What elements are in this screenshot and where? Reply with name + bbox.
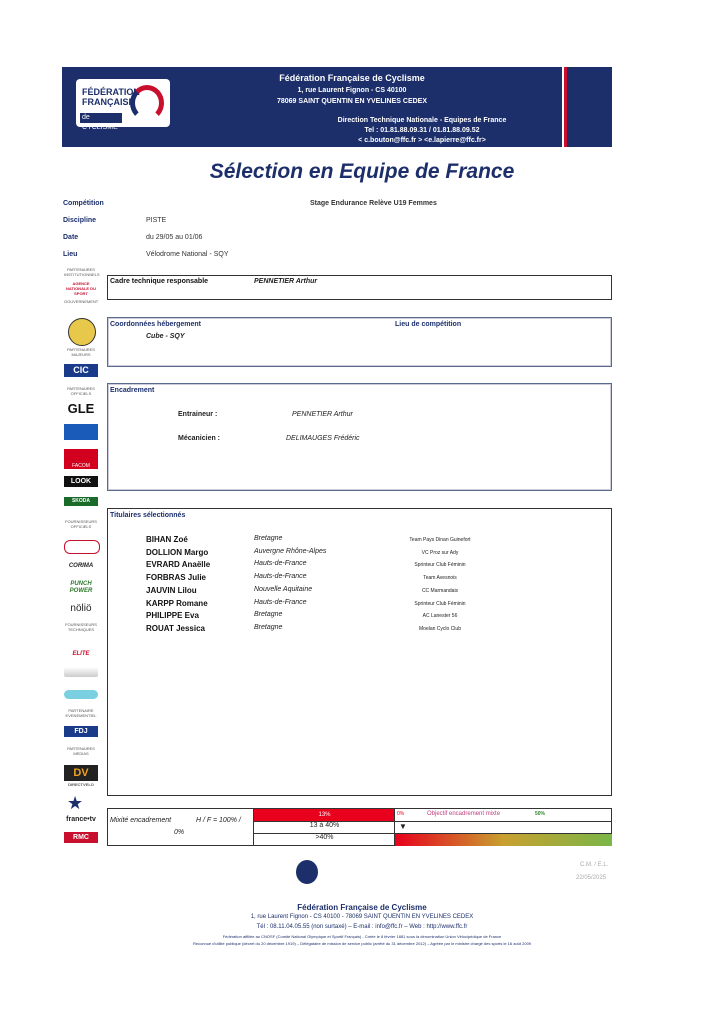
athlete-club: VC Proz sur Ady	[421, 549, 459, 556]
sponsor-direct-velo: DIRECTVELO	[68, 782, 94, 787]
competition-value: Stage Endurance Relève U19 Femmes	[310, 200, 437, 207]
athlete-name: ROUAT Jessica	[146, 623, 205, 633]
sponsor-fournisseurs-techniques-label: FOURNISSEURS TECHNIQUES	[65, 622, 97, 632]
header-org-name: Fédération Française de Cyclisme	[279, 73, 425, 83]
encadrement-label: Encadrement	[110, 387, 155, 394]
header-direction: Direction Technique Nationale - Equipes de France	[337, 117, 507, 124]
athlete-region: Bretagne	[254, 623, 283, 631]
lieu-value: Vélodrome National - SQY	[146, 251, 229, 258]
sponsor-rmc: RMC	[64, 832, 98, 843]
logo-band: de CYCLISME	[80, 113, 122, 123]
lieu-label: Lieu	[63, 251, 78, 258]
scale-end: 50%	[535, 811, 546, 817]
discipline-value: PISTE	[146, 217, 167, 224]
sponsor-france-tv: france•tv	[66, 816, 96, 823]
mixite-top-value: 13%	[318, 812, 331, 818]
scale-start: 0%	[397, 811, 405, 817]
rooster-logo-icon	[296, 860, 318, 884]
sponsor-evenementiel-label: PARTENAIRE EVENEMENTIEL	[65, 708, 97, 718]
footer-address: 1, rue Laurent Fignon - CS 40100 - 78069 SAINT QUENTIN EN YVELINES CEDEX	[250, 914, 474, 920]
encadrement-box	[107, 383, 612, 491]
entraineur-label: Entraineur :	[178, 411, 218, 418]
date-value: du 29/05 au 01/06	[146, 234, 203, 241]
objective-label: Objectif encadrement mixte	[427, 811, 501, 817]
sponsor-dv: DV	[64, 765, 98, 781]
athlete-name: EVRARD Anaëlle	[146, 560, 211, 570]
mixite-gradient-bar	[394, 833, 612, 846]
lieu-competition-label: Lieu de compétition	[395, 321, 462, 328]
sponsor-gouvernement: GOUVERNEMENT	[64, 299, 99, 304]
athlete-name: BIHAN Zoé	[146, 535, 188, 544]
athlete-region: Hauts-de-France	[254, 560, 307, 568]
athlete-name: JAUVIN Lilou	[146, 585, 197, 595]
wheel-icon	[130, 85, 164, 121]
athlete-name: KARPP Romane	[146, 598, 208, 608]
competition-label: Compétition	[63, 200, 104, 207]
sponsor-fournisseurs-officiels-label: FOURNISSEURS OFFICIELS	[65, 519, 97, 529]
sponsor-cic: CIC	[64, 364, 98, 377]
star-logo-icon: ★	[67, 793, 84, 813]
hebergement-value: Cube - SQY	[146, 333, 185, 340]
athlete-region: Nouvelle Aquitaine	[254, 585, 313, 593]
mixite-mid-value: 13 à 40%	[253, 821, 395, 834]
cadre-box	[107, 275, 612, 300]
date-label: Date	[63, 234, 79, 241]
mixite-label: Mixité encadrement	[110, 817, 172, 824]
ffc-logo	[76, 79, 170, 131]
mixite-ratio-f: 0%	[174, 829, 185, 836]
letterhead-banner	[62, 67, 612, 147]
sponsor-look: LOOK	[64, 476, 98, 487]
footer-contact: Tél : 08.11.04.05.55 (non surtaxé) – E-mail : info@ffc.fr – Web : http://www.ffc.fr	[256, 924, 468, 930]
header-address-2: 78069 SAINT QUENTIN EN YVELINES CEDEX	[276, 98, 428, 105]
sponsor-skoda: SKODA	[64, 497, 98, 506]
sponsor-blue-logo	[64, 424, 98, 440]
athlete-name: FORBRAS Julie	[146, 573, 207, 583]
athlete-club: CC Marmandais	[421, 587, 459, 594]
entraineur-value: PENNETIER Arthur	[292, 411, 353, 418]
mixite-scale	[394, 809, 612, 821]
sponsor-fdj: FDJ	[64, 726, 98, 737]
mixite-red-bar	[253, 809, 395, 821]
mecanicien-label: Mécanicien :	[178, 435, 221, 442]
footer-org-name: Fédération Française de Cyclisme	[297, 903, 427, 912]
hebergement-box	[107, 317, 612, 367]
sponsor-elite: ELITE	[72, 651, 90, 657]
mixite-marker: ▼	[399, 822, 407, 831]
header-address-1: 1, rue Laurent Fignon - CS 40100	[297, 87, 407, 94]
mixite-ratio: H / F = 100% /	[196, 817, 241, 824]
sponsor-medias-label: PARTENAIRES MEDIAS	[67, 746, 95, 756]
mecanicien-value: DELIMAUGES Frédéric	[286, 435, 360, 442]
flag-stripe-red	[564, 67, 567, 147]
sponsor-wave-logo	[64, 690, 98, 699]
athlete-region: Hauts-de-France	[254, 573, 307, 581]
logo-line-2: FRANÇAISE	[82, 97, 135, 107]
logo-line-1: FÉDÉRATION	[82, 87, 140, 97]
sponsor-institutionnels-label: PARTENAIRES INSTITUTIONNELS	[64, 267, 100, 277]
cnosf-logo	[68, 318, 96, 346]
athlete-club: Sprinteur Club Féminin	[414, 562, 466, 569]
mixite-bot-value: >40%	[253, 833, 395, 846]
sponsor-elvera-logo	[64, 667, 98, 677]
athlete-region: Bretagne	[254, 535, 283, 542]
page-title: Sélection en Equipe de France	[209, 160, 515, 183]
stamp-date: 22/05/2025	[576, 875, 607, 881]
athlete-club: Sprinteur Club Féminin	[414, 600, 466, 607]
footer-legal-1: Fédération affiliée au CNOSF (Comité National Olympique et Sportif Français) - Créée le 8 février 1881 sous la dénomination Union Vélocipédique de France	[222, 934, 502, 939]
athlete-name: DOLLION Margo	[146, 547, 209, 557]
sponsor-officiels-label: PARTENAIRES OFFICIELS	[67, 386, 95, 396]
athlete-club: Team Avesnois	[423, 575, 457, 582]
athlete-region: Hauts-de-France	[254, 598, 307, 606]
athlete-region: Bretagne	[254, 611, 283, 619]
hebergement-label: Coordonnées hébergement	[110, 321, 202, 328]
athlete-club: Moelan Cyclo Club	[419, 625, 461, 632]
sponsor-punch: PUNCH POWER	[69, 581, 93, 594]
athlete-region: Auvergne Rhône-Alpes	[254, 547, 327, 555]
sponsor-gle: GLE	[67, 401, 95, 416]
discipline-label: Discipline	[63, 217, 97, 224]
cadre-value: PENNETIER Arthur	[254, 278, 318, 285]
footer-legal-2: Reconnue d'utilité publique (décret du 20 décembre 1919) – Délégataire de mission de service public (arrêté du 31 décembre 2012) – Agréée par le ministre chargé des sports le 16 août 2009	[192, 941, 532, 946]
header-emails: < c.bouton@ffc.fr > <e.lapierre@ffc.fr>	[358, 137, 486, 144]
sponsor-corima: CORIMA	[68, 563, 94, 569]
titulaires-label: Titulaires sélectionnés	[110, 512, 186, 519]
sponsor-nollo: nöliö	[70, 603, 92, 614]
cadre-label: Cadre technique responsable	[110, 278, 209, 285]
stamp-initials: C.M. / E.L.	[580, 862, 609, 868]
mixite-box	[107, 808, 612, 846]
sponsor-facom: FACOM	[64, 449, 98, 469]
sponsor-agence: AGENCE NATIONALE DU SPORT	[66, 281, 96, 296]
athlete-club: AC Lanester 56	[422, 613, 458, 620]
sponsor-oval-logo	[64, 540, 100, 554]
athlete-club: Team Pays Dinan Guinefort	[409, 537, 471, 543]
sponsor-majeurs-label: PARTENAIRES MAJEURS	[67, 347, 95, 357]
header-phone: Tel : 01.81.88.09.31 / 01.81.88.09.52	[364, 127, 480, 134]
athlete-name: PHILIPPE Eva	[146, 611, 199, 621]
